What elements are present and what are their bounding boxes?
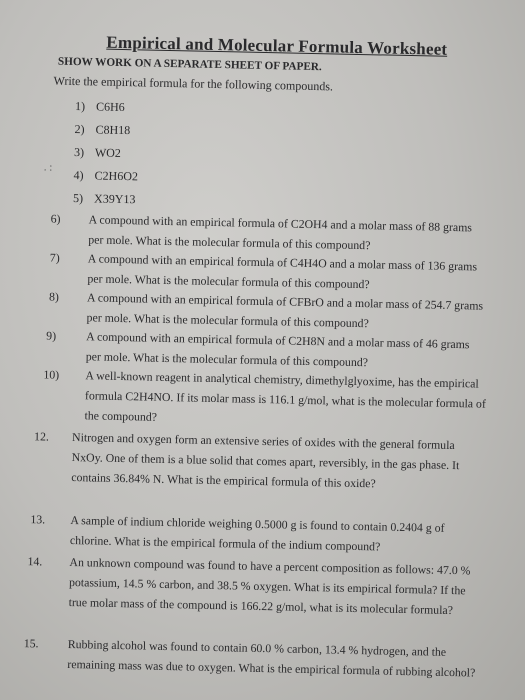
question-text: A compound with an empirical formula of C4H4O and a molar mass of 136 grams per mole. What is the molecular formula of this compound?: [87, 251, 478, 292]
question-text: A compound with an empirical formula of C2H8N and a molar mass of 46 grams per mole. What is the molecular formula of this compound?: [85, 329, 470, 370]
question-text: An unknown compound was found to have a percent composition as follows: 47.0 % potassium, 14.5 % carbon, and 38.5 % oxygen. What is its empirical formula? If the true molar mass of the compound is 166.22 g/mol, what is its molecular formula?: [68, 555, 471, 618]
short-item: [73, 191, 136, 207]
question-item: [42, 364, 489, 433]
question-number: 9): [46, 328, 57, 343]
item-number: 4): [73, 168, 84, 183]
question-text: A sample of indium chloride weighing 0.5000 g is found to contain 0.2404 g of chlorine. What is the empirical formula of the indium compound?: [69, 513, 445, 554]
question-number: 6): [50, 211, 61, 226]
item-formula: C2H6O2: [94, 168, 139, 184]
pen-marks: . :: [43, 161, 53, 174]
item-number: 5): [72, 191, 84, 206]
question-number: 8): [48, 289, 60, 304]
short-item: [75, 99, 125, 115]
question-text: Nitrogen and oxygen form an extensive series of oxides with the general formula NxOy. One of them is a blue solid that comes apart, reversibly, in the gas phase. It contains 36.84% N. What is the empirical formula of this oxide?: [71, 430, 460, 491]
question-number: 7): [49, 250, 60, 265]
item-formula: C6H6: [95, 99, 125, 115]
item-formula: WO2: [94, 145, 122, 160]
page-title: Empirical and Molecular Formula Worksheet: [106, 32, 448, 59]
item-number: 3): [73, 145, 85, 160]
question-number: 13.: [30, 512, 46, 527]
instruction-text: Write the empirical formula for the following compounds.: [53, 73, 334, 94]
short-item: [73, 168, 138, 184]
question-text: A compound with an empirical formula of CFBrO and a molar mass of 254.7 grams per mole. What is the molecular formula of this compound?: [86, 290, 484, 331]
item-formula: C8H18: [95, 122, 131, 138]
question-item: [30, 509, 483, 558]
question-text: A well-known reagent in analytical chemistry, dimethylglyoxime, has the empirical formula C2H4NO. If its molar mass is 116.1 g/mol, what is the molecular formula of the compound?: [84, 368, 486, 424]
question-item: [33, 426, 487, 515]
question-number: 15.: [23, 636, 39, 651]
question-item: [26, 551, 484, 641]
item-number: 2): [74, 122, 85, 137]
question-number: 12.: [33, 429, 50, 444]
item-formula: X39Y13: [93, 191, 136, 207]
question-item: [23, 633, 484, 683]
question-text: Rubbing alcohol was found to contain 60.0 % carbon, 13.4 % hydrogen, and the remaining mass was due to oxygen. What is the empirical formula of rubbing alcohol?: [67, 636, 476, 680]
short-item: [74, 122, 130, 138]
item-number: 1): [74, 99, 86, 114]
short-item: [74, 145, 121, 161]
question-number: 10): [43, 367, 60, 382]
question-text: A compound with an empirical formula of C2OH4 and a molar mass of 88 grams per mole. What is the molecular formula of this compound?: [88, 212, 473, 253]
question-number: 14.: [27, 554, 43, 569]
page-subtitle: SHOW WORK ON A SEPARATE SHEET OF PAPER.: [57, 55, 322, 74]
